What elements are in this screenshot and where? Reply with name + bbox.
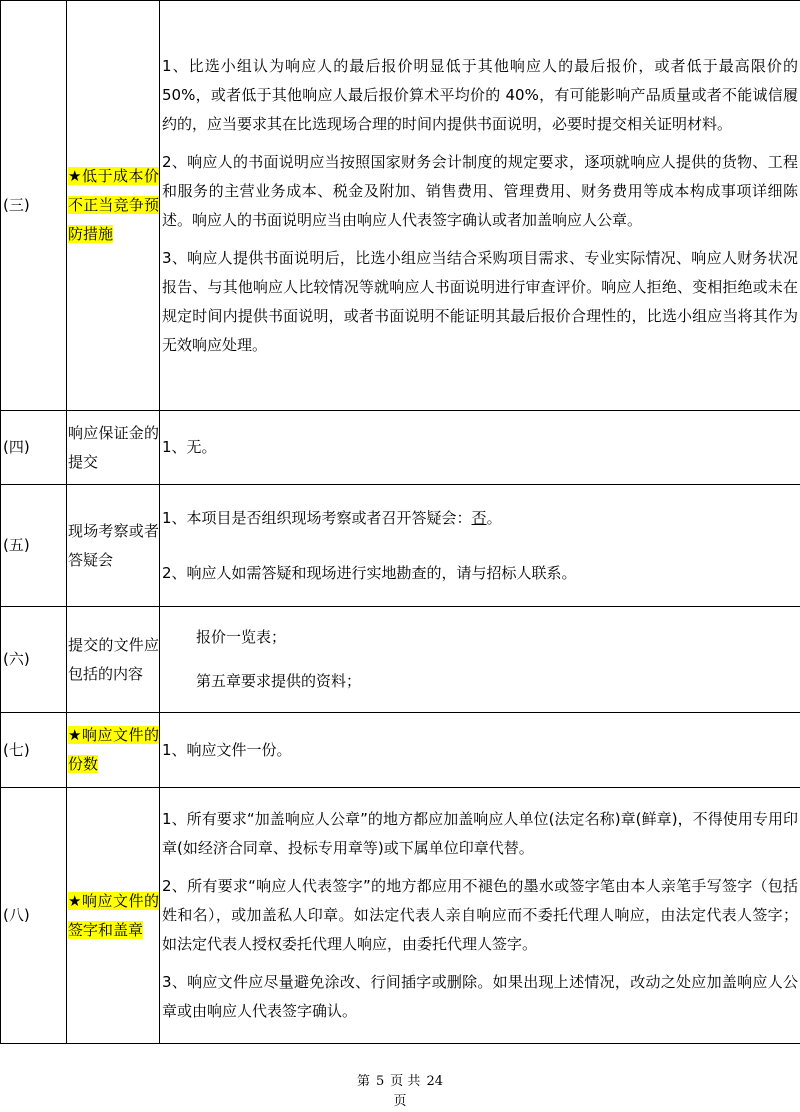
- highlighted-title: ★响应文件的份数: [68, 726, 159, 773]
- paragraph: 1、所有要求“加盖响应人公章”的地方都应加盖响应人单位(法定名称)章(鲜章)，不得使用专用印章(如经济合同章、投标专用章等)或下属单位印章代替。: [162, 805, 798, 863]
- page-footer: [0, 1072, 800, 1112]
- paragraph: 3、响应人提供书面说明后，比选小组应当结合采购项目需求、专业实际情况、响应人财务状况报告、与其他响应人比较情况等就响应人书面说明进行审查评价。响应人拒绝、变相拒绝或未在规定时间内提供书面说明，或者书面说明不能证明其最后报价合理性的，比选小组应当将其作为无效响应处理。: [162, 244, 798, 360]
- row-title: 现场考察或者答疑会: [67, 485, 160, 607]
- paragraph: 2、所有要求“响应人代表签字”的地方都应用不褪色的墨水或签字笔由本人亲笔手写签字（包括姓和名），或加盖私人印章。如法定代表人亲自响应而不委托代理人响应，由法定代表人签字；如法定代表人授权委托代理人响应，由委托代理人签字。: [162, 872, 798, 959]
- row-number: (六): [1, 607, 67, 713]
- row-number: (八): [1, 788, 67, 1044]
- punctuation: 。: [487, 509, 502, 527]
- paragraph: 2、响应人的书面说明应当按照国家财务会计制度的规定要求，逐项就响应人提供的货物、工程和服务的主营业务成本、税金及附加、销售费用、管理费用、财务费用等成本构成事项详细陈述。响应人的书面说明应当由响应人代表签字确认或者加盖响应人公章。: [162, 148, 798, 235]
- question-text: 1、本项目是否组织现场考察或者召开答疑会：: [162, 509, 472, 527]
- row-number: (三): [1, 1, 67, 411]
- row-content: [160, 485, 800, 607]
- row-number: (七): [1, 713, 67, 788]
- table-row: [1, 607, 800, 713]
- paragraph: [162, 504, 798, 533]
- row-title: [67, 788, 160, 1044]
- paragraph: 1、响应文件一份。: [162, 736, 798, 765]
- table-row: [1, 1, 800, 411]
- row-content: [160, 788, 800, 1044]
- table-row: [1, 788, 800, 1044]
- table-row: [1, 411, 800, 485]
- table-row: [1, 485, 800, 607]
- table-row: [1, 713, 800, 788]
- row-number: (五): [1, 485, 67, 607]
- row-number: (四): [1, 411, 67, 485]
- row-title: [67, 1, 160, 411]
- row-content: [160, 607, 800, 713]
- paragraph: 3、响应文件应尽量避免涂改、行间插字或删除。如果出现上述情况，改动之处应加盖响应人公章或由响应人代表签字确认。: [162, 968, 798, 1026]
- answer-text: 否: [472, 509, 487, 527]
- page-number: 5: [376, 1074, 384, 1089]
- total-pages: 24: [426, 1074, 443, 1089]
- footer-prefix: 第: [357, 1074, 370, 1089]
- row-title: 响应保证金的提交: [67, 411, 160, 485]
- list-item: 报价一览表；: [162, 623, 798, 652]
- row-title: 提交的文件应包括的内容: [67, 607, 160, 713]
- row-title: [67, 713, 160, 788]
- footer-mid: 页 共: [390, 1074, 420, 1089]
- highlighted-title: ★响应文件的签字和盖章: [68, 892, 159, 939]
- paragraph: 1、无。: [162, 433, 798, 462]
- paragraph: 1、比选小组认为响应人的最后报价明显低于其他响应人的最后报价，或者低于最高限价的 50%，或者低于其他响应人最后报价算术平均价的 40%，有可能影响产品质量或者不能诚信履约的，应当要求其在比选现场合理的时间内提供书面说明，必要时提交相关证明材料。: [162, 52, 798, 139]
- row-content: [160, 713, 800, 788]
- highlighted-title: ★低于成本价不正当竞争预防措施: [68, 167, 159, 243]
- row-content: [160, 1, 800, 411]
- row-content: [160, 411, 800, 485]
- paragraph: 2、响应人如需答疑和现场进行实地勘查的，请与招标人联系。: [162, 559, 798, 588]
- footer-suffix: 页: [393, 1094, 406, 1109]
- list-item: 第五章要求提供的资料；: [162, 667, 798, 696]
